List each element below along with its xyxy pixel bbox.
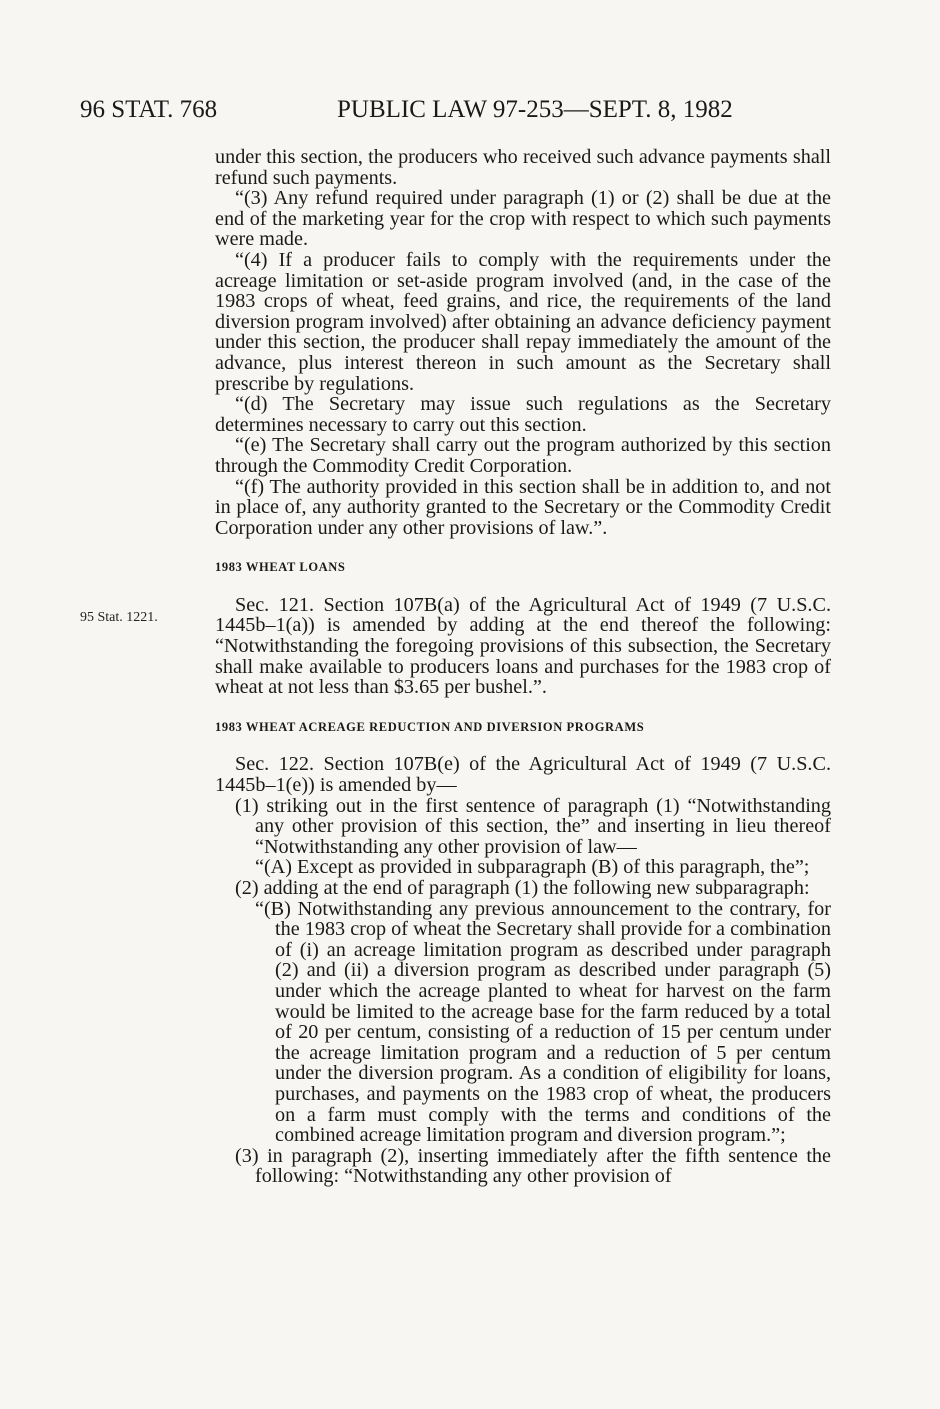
margin-citation: 95 Stat. 1221. xyxy=(80,610,158,625)
paragraph: (1) striking out in the first sentence of paragraph (1) “Notwithstanding any other provision of this section, the” and inserting in lieu thereof “Notwithstanding any other provision of law— xyxy=(235,794,831,858)
paragraph: (2) adding at the end of paragraph (1) the following new subparagraph: xyxy=(235,877,810,899)
document-body xyxy=(215,147,831,1187)
paragraph: “(d) The Secretary may issue such regulations as the Secretary determines necessary to carry out this section. xyxy=(215,393,831,436)
paragraph: “(4) If a producer fails to comply with the requirements under the acreage limitation or set-aside program involved (and, in the case of the 1983 crops of wheat, feed grains, and rice, the requirements of the land diversion program involved) after obtaining an advance deficiency payment under this section, the producer shall repay immediately the amount of the advance, plus interest thereon in such amount as the Secretary shall prescribe by regulations. xyxy=(215,248,831,395)
paragraph: “(B) Notwithstanding any previous announcement to the contrary, for the 1983 crop of wheat the Secretary shall provide for a combination of (i) an acreage limitation program as described under paragraph (2) and (ii) a diversion program as described under paragraph (5) under which the acreage planted to wheat for harvest on the farm would be limited to the acreage base for the farm reduced by a total of 20 per centum, consisting of a reduction of 15 per centum under the acreage limitation program and a reduction of 5 per centum under the diversion program. As a condition of eligibility for loans, purchases, and payments on the 1983 crop of wheat, the producers on a farm must comply with the terms and conditions of the combined acreage limitation program and diversion program.”; xyxy=(255,897,831,1147)
section-heading: 1983 WHEAT ACREAGE REDUCTION AND DIVERSION PROGRAMS xyxy=(215,719,645,734)
paragraph: “(e) The Secretary shall carry out the program authorized by this section through the Commodity Credit Corporation. xyxy=(215,434,831,477)
paragraph: “(A) Except as provided in subparagraph (B) of this paragraph, the”; xyxy=(255,856,810,879)
section-heading: 1983 WHEAT LOANS xyxy=(215,560,346,575)
stat-page-number: 96 STAT. 768 xyxy=(80,96,218,123)
paragraph: under this section, the producers who received such advance payments shall refund such payments. xyxy=(215,146,831,189)
paragraph: “(3) Any refund required under paragraph (1) or (2) shall be due at the end of the marketing year for the crop with respect to which such payments were made. xyxy=(215,187,831,251)
paragraph: Sec. 122. Section 107B(e) of the Agricultural Act of 1949 (7 U.S.C. 1445b–1(e)) is amended by— xyxy=(215,753,831,797)
running-title: PUBLIC LAW 97-253—SEPT. 8, 1982 xyxy=(337,96,733,123)
paragraph: “(f) The authority provided in this section shall be in addition to, and not in place of, any authority granted to the Secretary or the Commodity Credit Corporation under any other provisions of law.”. xyxy=(215,475,831,539)
page-header xyxy=(80,96,830,132)
paragraph: (3) in paragraph (2), inserting immediately after the fifth sentence the following: “Notwithstanding any other provision of xyxy=(235,1144,831,1188)
paragraph: Sec. 121. Section 107B(a) of the Agricultural Act of 1949 (7 U.S.C. 1445b–1(a)) is amended by adding at the end thereof the following: “Notwithstanding the foregoing provisions of this subsection, the Secretary shall make available to producers loans and purchases for the 1983 crop of wheat at not less than $3.65 per bushel.”. xyxy=(215,593,831,699)
